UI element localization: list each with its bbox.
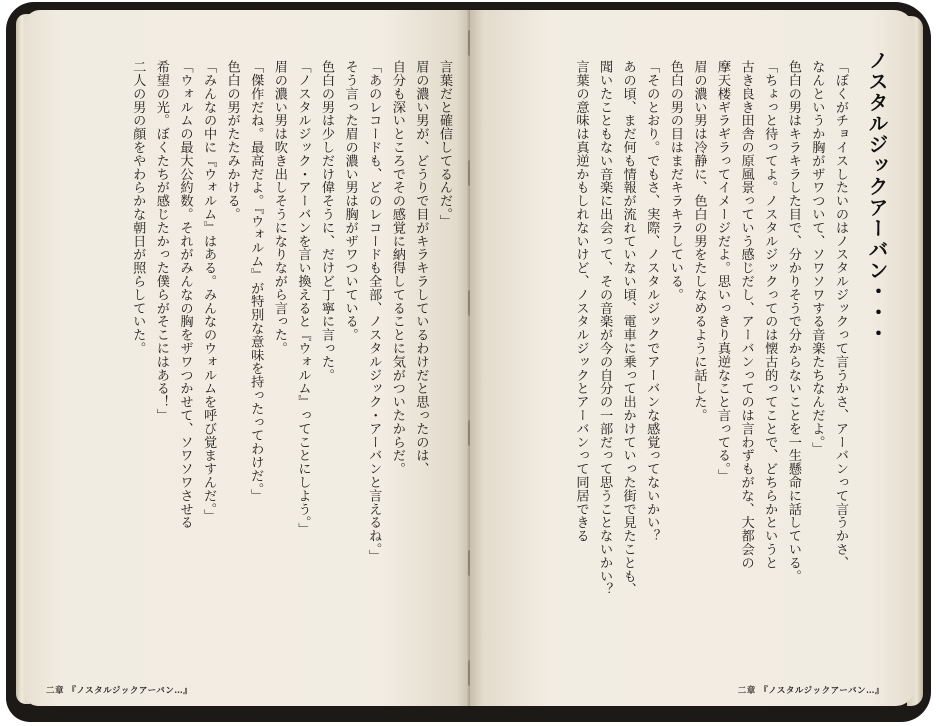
left-page-footer: 二章 『ノスタルジックアーバン…』 — [46, 686, 193, 696]
left-page — [24, 10, 470, 706]
text-line: 希望の光。ぼくたちが感じたかった僕らがそこにはある！」 — [153, 60, 169, 422]
left-page-body — [126, 60, 456, 660]
text-line: 古き良き田舎の原風景っていう感じだし、アーバンってのは言わずもがな、大都会の — [738, 60, 754, 570]
text-line: 「ウォルムの最大公約数。それがみんなの胸をザワつかせて、ソワソワさせる — [177, 60, 193, 529]
text-line: 「あのレコードも、どのレコードも全部、ノスタルジック・アーバンと言えるね。」 — [366, 60, 382, 563]
right-page — [470, 10, 914, 706]
text-line: 自分も深いところでその感覚に納得してることに気がついたからだ。 — [389, 60, 405, 476]
right-page-body — [569, 60, 852, 660]
text-line: 二人の男の顔をやわらかな朝日が照らしていた。 — [130, 60, 146, 355]
text-line: そう言った眉の濃い男は胸がザワついている。 — [342, 60, 358, 342]
text-line: 色白の男の目はまだキラキラしている。 — [667, 60, 683, 302]
text-line: 言葉だと確信してるんだ。」 — [437, 60, 452, 228]
text-line: 聞いたこともない音楽に出会って、その音楽が今の自分の一部だって思うことないかい？ — [597, 60, 613, 596]
text-line: あの頃、まだ何も情報が流れていない頃、電車に乗って出かけていった街で見たことも、 — [620, 60, 636, 596]
text-line: 眉の濃い男が、どうりで目がキラキラしているわけだと思ったのは、 — [413, 60, 429, 476]
text-line: 眉の濃い男は冷静に、色白の男をたしなめるように話した。 — [691, 60, 707, 422]
text-line: 「ぼくがチョイスしたいのはノスタルジックって言うかさ、アーバンって言うかさ、 — [833, 60, 848, 570]
text-line: 色白の男はキラキラした目で、分かりそうで分からないことを一生懸命に話している。 — [785, 60, 801, 583]
text-line: 色白の男がたたみかける。 — [224, 60, 240, 221]
text-line: 「ノスタルジック・アーバンを言い換えると『ウォルム』ってことにしよう。」 — [295, 60, 311, 536]
text-line: 「ちょっと待ってよ。ノスタルジックってのは懐古的ってことで、どちらかというと — [762, 60, 778, 570]
text-line: 色白の男は少しだけ偉そうに、だけど丁寧に言った。 — [319, 60, 335, 382]
text-line: 「そのとおり。でもさ、実際、ノスタルジックでアーバンな感覚ってないかい？ — [644, 60, 660, 543]
text-line: 言葉の意味は真逆かもしれないけど、ノスタルジックとアーバンって同居できる — [573, 60, 589, 543]
text-line: 「傑作だね。最高だよ。『ウォルム』が特別な意味を持ったってわけだ。」 — [248, 60, 264, 503]
text-line: 「みんなの中に『ウォルム』はある。みんなのウォルムを呼び覚ますんだ。」 — [201, 60, 217, 523]
text-line: 眉の濃い男は吹き出しそうになりながら言った。 — [271, 60, 287, 355]
right-page-footer: 二章 『ノスタルジックアーバン…』 — [737, 686, 884, 696]
text-line: 摩天楼ギラギラってイメージだよ。思いっきり真逆なこと言ってる。」 — [715, 60, 731, 483]
text-line: なんというか胸がザワついて、ソワソワする音楽たちなんだよ。」 — [809, 60, 825, 456]
chapter-title: ノスタルジックアーバン・・・ — [865, 50, 889, 344]
